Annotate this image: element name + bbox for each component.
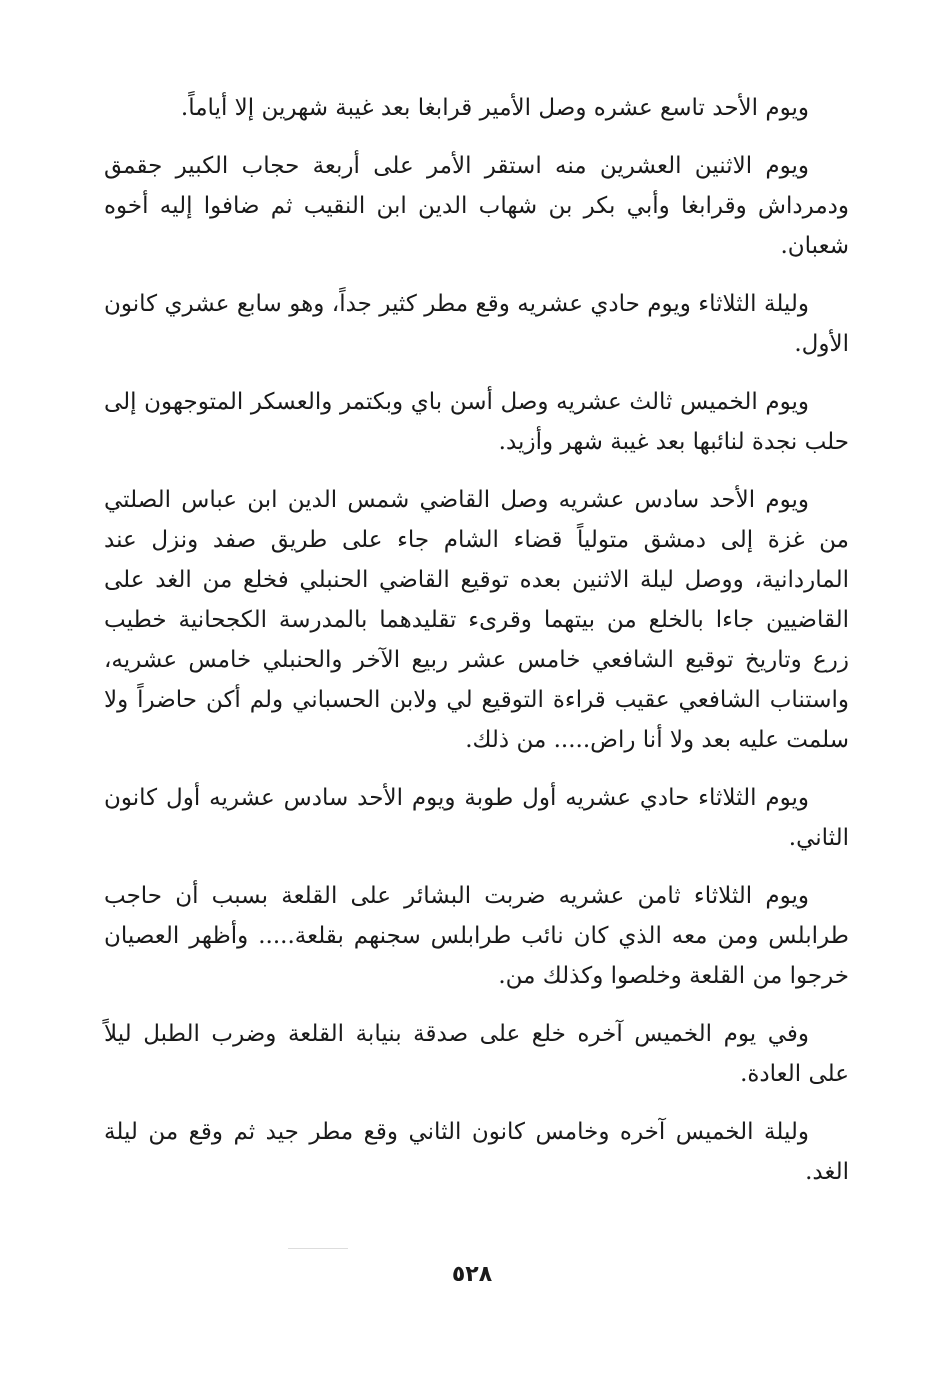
paragraph-2: ويوم الاثنين العشرين منه استقر الأمر على أربعة حجاب الكبير جقمق ودمرداش وقرابغا وأبي بكر بن شهاب الدين ابن النقيب ثم ضافوا إليه أخوه شعبان. — [104, 153, 849, 259]
document-body — [104, 88, 849, 1210]
paragraph-5: ويوم الأحد سادس عشريه وصل القاضي شمس الدين ابن عباس الصلتي من غزة إلى دمشق متولياً قضاء الشام جاء على طريق صفد ونزل عند الماردانية، ووصل ليلة الاثنين بعده توقيع القاضي الحنبلي فخلع من الغد على القاضيين جاءا بالخلع من بيتهما وقرىء تقليدهما بالمدرسة الكجحانية خطيب زرع وتاريخ توقيع الشافعي خامس عشر ربيع الآخر والحنبلي خامس عشريه، واستناب الشافعي عقيب قراءة التوقيع لي ولابن الحسباني ولم أكن حاضراً ولا سلمت عليه بعد ولا أنا راض..... من ذلك. — [104, 487, 849, 753]
page-number: ٥٢٨ — [451, 1262, 493, 1287]
paragraph-6: ويوم الثلاثاء حادي عشريه أول طوبة ويوم الأحد سادس عشريه أول كانون الثاني. — [104, 785, 849, 851]
footer-rule — [288, 1248, 348, 1249]
paragraph-1: ويوم الأحد تاسع عشره وصل الأمير قرابغا بعد غيبة شهرين إلا أياماً. — [180, 95, 809, 121]
paragraph-8: وفي يوم الخميس آخره خلع على صدقة بنيابة القلعة وضرب الطبل ليلاً على العادة. — [104, 1021, 849, 1087]
paragraph-3: وليلة الثلاثاء ويوم حادي عشريه وقع مطر كثير جداً، وهو سابع عشري كانون الأول. — [104, 291, 849, 357]
paragraph-7: ويوم الثلاثاء ثامن عشريه ضربت البشائر على القلعة بسبب أن حاجب طرابلس ومن معه الذي كان نائب طرابلس سجنهم بقلعة..... وأظهر العصيان خرجوا من القلعة وخلصوا وكذلك من. — [104, 883, 849, 989]
paragraph-9: وليلة الخميس آخره وخامس كانون الثاني وقع مطر جيد ثم وقع من ليلة الغد. — [104, 1119, 849, 1185]
paragraph-4: ويوم الخميس ثالث عشريه وصل أسن باي وبكتمر والعسكر المتوجهون إلى حلب نجدة لنائبها بعد غيبة شهر وأزيد. — [104, 389, 849, 455]
